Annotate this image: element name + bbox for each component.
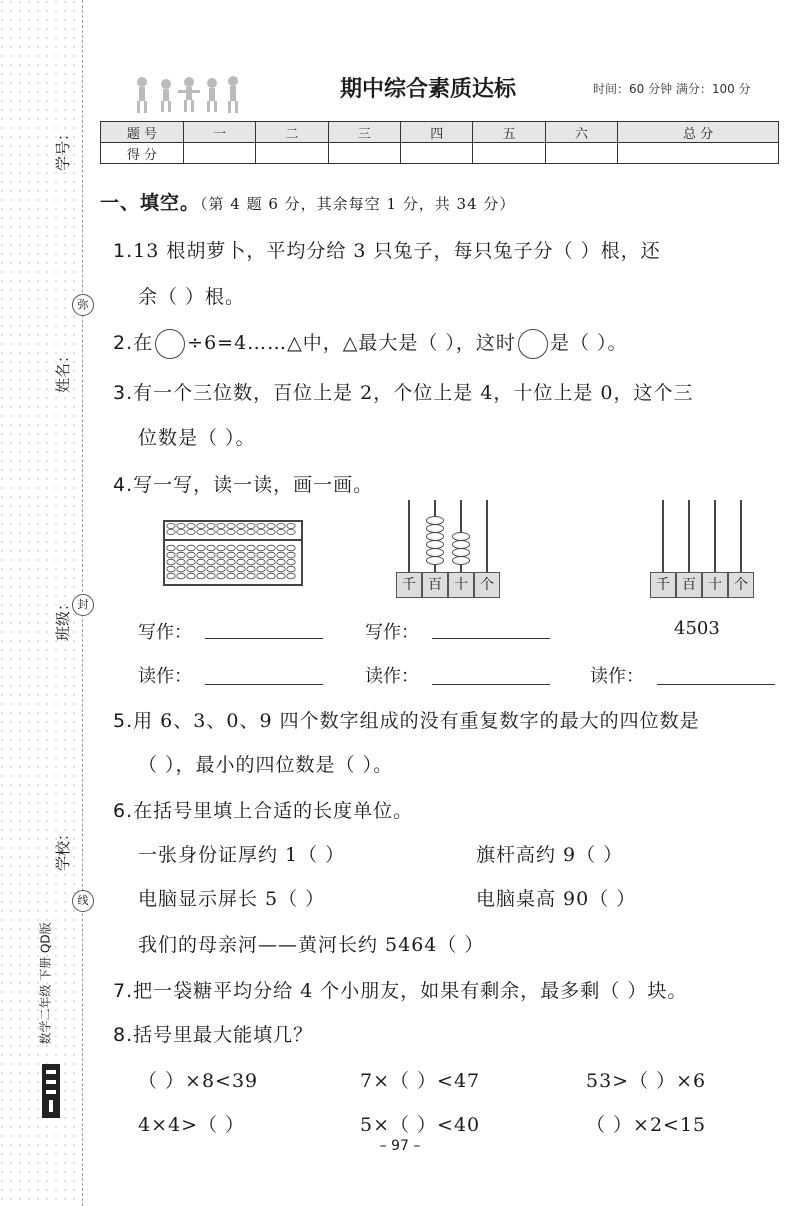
q6-item: 电脑显示屏长 5（ ） [138,888,326,910]
abacus-bead [237,529,245,534]
abacus-bead [277,559,285,565]
seal-mark-xian: 线 [72,890,94,912]
page-number: – 97 – [379,1138,421,1154]
question-5-cont: （ ），最小的四位数是（ ）。 [138,754,394,776]
question-number: 7. [113,980,134,1002]
question-3 [113,378,694,405]
abacus-bead [167,552,175,558]
question-7 [113,976,687,1003]
abacus-bead [267,523,275,528]
abacus-bead [257,523,265,528]
abacus-bead [197,529,205,534]
table-cell: 总 分 [618,122,779,143]
given-number: 4503 [674,618,720,639]
q8-item: （ ）×8<39 [138,1070,259,1092]
abacus-bead [257,566,265,572]
score-table [100,121,779,164]
abacus-bead [287,559,295,565]
question-number: 1. [113,240,134,262]
question-text: 括号里最大能填几？ [133,1024,314,1046]
children-figures-icon [132,74,242,116]
abacus-bead [247,523,255,528]
abacus-bead [267,552,275,558]
question-text: 在 [133,332,154,354]
question-text: 是（ ）。 [549,332,628,354]
abacus-bead [167,573,175,579]
q8-item: 7×（ ）<47 [360,1070,481,1092]
abacus-bead [237,545,245,551]
table-cell: 六 [545,122,617,143]
abacus-bead [197,573,205,579]
abacus-bead [167,529,175,534]
write-label: 写作： [365,622,419,643]
abacus-bead [287,523,295,528]
rod-ones [486,500,488,572]
abacus-bead [187,552,195,558]
abacus-bead [227,552,235,558]
place-value-abacus-draw[interactable] [650,500,760,600]
abacus-bead [217,573,225,579]
abacus-bead [167,523,175,528]
abacus-bead [217,545,225,551]
abacus-bead [217,566,225,572]
abacus-bead [177,566,185,572]
table-cell: 四 [401,122,473,143]
abacus-bead [257,545,265,551]
margin-label-school: 学校： [54,825,73,872]
abacus-bead [227,566,235,572]
abacus-bead [277,552,285,558]
book-label: 数学二年级 下册 QD版 [38,922,53,1045]
abacus-bead [267,566,275,572]
rod-hundreds [688,500,690,572]
abacus-bead [287,529,295,534]
abacus-bead [187,566,195,572]
abacus-bead [197,545,205,551]
abacus-bead [257,559,265,565]
place-label-ones: 个 [474,572,500,598]
abacus-bead [177,545,185,551]
abacus-bead [247,559,255,565]
read-answer-line-2[interactable] [432,684,550,685]
score-input-cell[interactable] [256,143,328,164]
abacus-bead [267,545,275,551]
abacus-bead [227,529,235,534]
rod-thousands [662,500,664,572]
seal-mark-mi: 弥 [72,294,94,316]
bead [452,548,470,557]
question-3-cont: 位数是（ ）。 [138,427,256,449]
score-table-score-row [101,143,779,164]
read-label: 读作： [365,666,419,687]
score-input-cell[interactable] [545,143,617,164]
time-info: 时间：60 分钟 满分：100 分 [593,82,751,96]
bead [452,532,470,541]
abacus-bead [207,552,215,558]
question-1 [113,236,661,263]
abacus-bead [287,573,295,579]
abacus-bead [267,559,275,565]
q6-item: 电脑桌高 90（ ） [476,888,637,910]
q6-item: 我们的母亲河——黄河长约 5464（ ） [138,934,485,956]
abacus-bead [287,545,295,551]
place-label-ones: 个 [728,572,754,598]
write-answer-line-1[interactable] [205,638,323,639]
abacus-bead [197,552,205,558]
abacus-bead [247,529,255,534]
bead [426,548,444,557]
table-cell: 题 号 [101,122,184,143]
abacus-bead [177,552,185,558]
abacus-bead [207,559,215,565]
abacus-bead [257,573,265,579]
score-input-cell[interactable] [401,143,473,164]
table-cell: 一 [184,122,256,143]
question-text: 有一个三位数，百位上是 2，个位上是 4，十位上是 0，这个三 [133,382,694,404]
abacus-bead [267,573,275,579]
question-number: 5. [113,710,134,732]
question-number: 2. [113,332,134,354]
circle-blank[interactable] [155,329,185,359]
page-title: 期中综合素质达标 [340,77,517,102]
q6-item: 一张身份证厚约 1（ ） [138,844,346,866]
question-number: 3. [113,382,134,404]
bead [426,540,444,549]
read-answer-line-3[interactable] [657,684,775,685]
abacus-bead [187,573,195,579]
abacus-bead [187,545,195,551]
section-heading [100,188,515,215]
abacus-bead [217,559,225,565]
write-label: 写作： [138,622,192,643]
abacus-bead [187,559,195,565]
abacus-bead [227,559,235,565]
question-2 [113,328,627,359]
abacus-bead [257,529,265,534]
read-label: 读作： [590,666,644,687]
q8-item: 53>（ ）×6 [586,1070,707,1092]
abacus-bead [217,523,225,528]
margin-label-student-id: 学号： [54,125,73,172]
rod-thousands [408,500,410,572]
abacus-bead [287,552,295,558]
seal-mark-feng: 封 [72,594,94,616]
question-number: 8. [113,1024,134,1046]
abacus-bead [177,573,185,579]
abacus-bead [277,566,285,572]
bead [426,532,444,541]
score-table-header-row [101,122,779,143]
abacus-bead [247,545,255,551]
abacus-bead [217,552,225,558]
section-title: 一、填空。 [100,192,201,214]
abacus-bead [177,523,185,528]
bead [452,540,470,549]
rod-ones [740,500,742,572]
abacus-bead [177,529,185,534]
place-label-thousands: 千 [396,572,422,598]
question-text: 用 6、3、0、9 四个数字组成的没有重复数字的最大的四位数是 [133,710,700,732]
abacus-bead [197,566,205,572]
place-label-tens: 十 [702,572,728,598]
abacus-bead [227,545,235,551]
margin-label-name: 姓名： [54,347,73,394]
question-number: 4. [113,474,134,496]
abacus-bead [237,552,245,558]
suanpan-abacus [163,520,303,586]
read-answer-line-1[interactable] [205,684,323,685]
bead [452,556,470,565]
circle-blank[interactable] [518,329,548,359]
abacus-bead [237,573,245,579]
place-label-tens: 十 [448,572,474,598]
abacus-bead [287,566,295,572]
abacus-bead [247,552,255,558]
question-number: 6. [113,800,134,822]
abacus-bead [187,523,195,528]
abacus-bead [247,573,255,579]
abacus-bead [267,529,275,534]
table-cell: 二 [256,122,328,143]
write-answer-line-2[interactable] [432,638,550,639]
abacus-bead [167,559,175,565]
abacus-bead [237,559,245,565]
score-input-cell[interactable] [473,143,545,164]
q8-item: （ ）×2<15 [586,1114,707,1136]
score-input-cell[interactable] [184,143,256,164]
abacus-bead [167,566,175,572]
question-text: 在括号里填上合适的长度单位。 [133,800,414,822]
table-cell: 五 [473,122,545,143]
table-cell: 三 [328,122,400,143]
question-text: 把一袋糖平均分给 4 个小朋友，如果有剩余，最多剩（ ）块。 [133,980,688,1002]
question-4 [113,470,373,497]
abacus-bead [237,566,245,572]
abacus-bead [277,523,285,528]
read-label: 读作： [138,666,192,687]
question-5 [113,706,700,733]
abacus-bead [207,573,215,579]
rod-tens [714,500,716,572]
abacus-bead [247,566,255,572]
question-8 [113,1020,313,1047]
question-text: ÷6=4……△中，△最大是（ ），这时 [187,332,516,354]
book-brand-icon [40,1062,62,1120]
question-text: 13 根胡萝卜，平均分给 3 只兔子，每只兔子分（ ）根，还 [133,240,661,262]
abacus-bead [197,559,205,565]
q6-item: 旗杆高约 9（ ） [476,844,624,866]
abacus-bead [207,545,215,551]
question-1-cont: 余（ ）根。 [138,286,246,308]
abacus-bead [277,573,285,579]
abacus-bead [227,523,235,528]
margin-label-class: 班级： [54,595,73,642]
abacus-bead [207,523,215,528]
abacus-bead [207,566,215,572]
abacus-bead [187,529,195,534]
abacus-bead [257,552,265,558]
place-label-thousands: 千 [650,572,676,598]
score-input-cell[interactable] [618,143,779,164]
table-cell: 得 分 [101,143,184,164]
abacus-bead [177,559,185,565]
question-text: 写一写，读一读，画一画。 [133,474,374,496]
place-label-hundreds: 百 [422,572,448,598]
abacus-bead [217,529,225,534]
place-label-hundreds: 百 [676,572,702,598]
question-6 [113,796,413,823]
bead [426,556,444,565]
bead [426,524,444,533]
abacus-bead [277,529,285,534]
abacus-bead [167,545,175,551]
q8-item: 4×4>（ ） [138,1114,246,1136]
place-value-abacus-middle [396,500,506,600]
q8-item: 5×（ ）<40 [360,1114,481,1136]
abacus-bead [197,523,205,528]
abacus-bead [207,529,215,534]
abacus-bead [237,523,245,528]
bead [426,516,444,525]
abacus-bead [227,573,235,579]
score-input-cell[interactable] [328,143,400,164]
section-note: （第 4 题 6 分，其余每空 1 分，共 34 分） [200,195,516,213]
abacus-bead [277,545,285,551]
